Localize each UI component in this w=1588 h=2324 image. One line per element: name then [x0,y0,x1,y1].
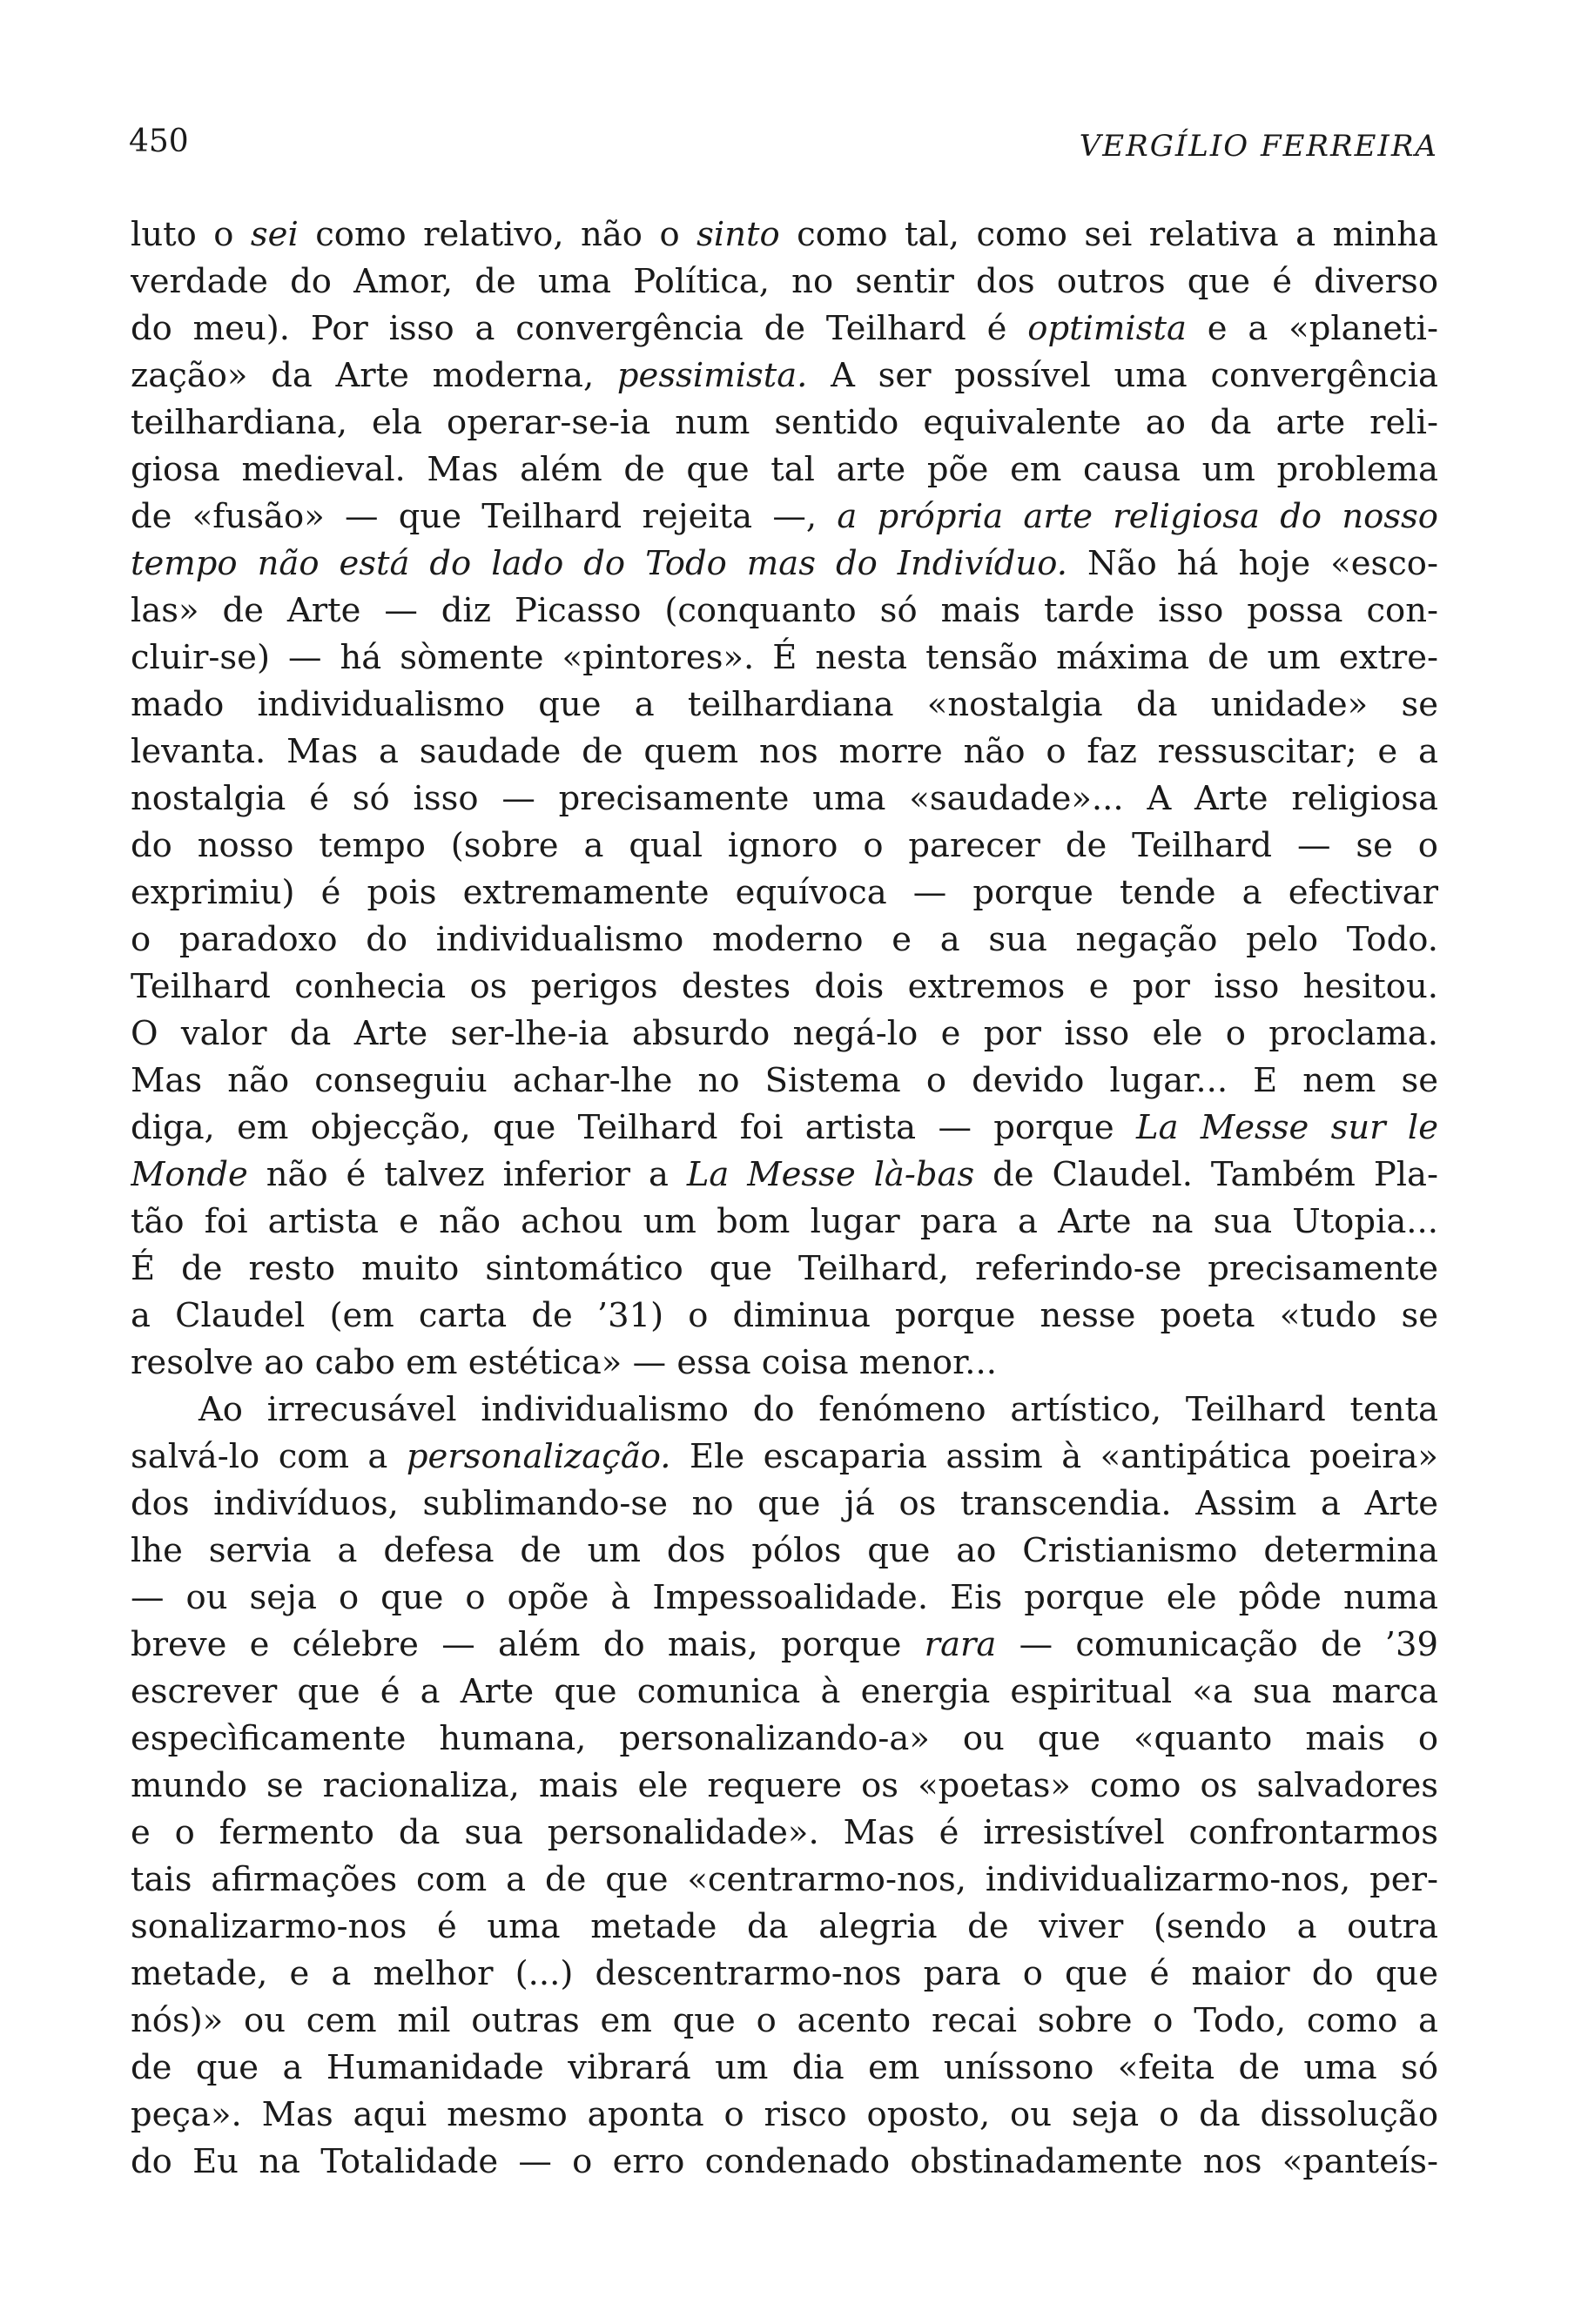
text-line: lhe servia a defesa de um dos pólos que ao Cristianismo determina [131,1531,1438,1570]
text-line: luto o sei como relativo, não o sinto como tal, como sei relativa a minha [131,215,1438,254]
italic-phrase: sei [250,215,299,254]
text-line: mundo se racionaliza, mais ele requere os «poetas» como os salvadores [131,1766,1438,1805]
italic-phrase: pessimista. [616,356,808,395]
text-line: resolve ao cabo em estética» — essa coisa menor... [131,1343,997,1382]
italic-phrase: La Messe sur le [1136,1108,1438,1147]
text-line: teilhardiana, ela operar-se-ia num sentido equivalente ao da arte reli- [131,403,1438,442]
running-title: VERGÍLIO FERREIRA [1079,129,1438,164]
text-line: nós)» ou cem mil outras em que o acento recai sobre o Todo, como a [131,2001,1438,2040]
text-line: tais afirmações com a de que «centrarmo-nos, individualizarmo-nos, per- [131,1860,1438,1899]
italic-phrase: rara [924,1625,997,1664]
italic-phrase: optimista [1027,309,1187,348]
text-line: do meu). Por isso a convergência de Teilhard é optimista e a «planeti- [131,309,1438,348]
text-line: a Claudel (em carta de ’31) o diminua porque nesse poeta «tudo se [131,1296,1438,1335]
text-line: salvá-lo com a personalização. Ele escaparia assim à «antipática poeira» [131,1437,1438,1476]
text-line: zação» da Arte moderna, pessimista. A ser possível uma convergência [131,356,1438,395]
italic-phrase: La Messe là-bas [686,1155,975,1194]
italic-phrase: Monde [131,1155,248,1194]
text-line: dos indivíduos, sublimando-se no que já os transcendia. Assim a Arte [131,1484,1438,1523]
italic-phrase: tempo não está do lado do Todo mas do Indivíduo. [131,544,1067,583]
text-line: o paradoxo do individualismo moderno e a sua negação pelo Todo. [131,920,1438,959]
text-line: giosa medieval. Mas além de que tal arte põe em causa um problema [131,450,1438,489]
text-line: do nosso tempo (sobre a qual ignoro o parecer de Teilhard — se o [131,826,1438,865]
text-line: las» de Arte — diz Picasso (conquanto só mais tarde isso possa con- [131,591,1438,630]
text-line: É de resto muito sintomático que Teilhard, referindo-se precisamente [131,1249,1438,1288]
italic-phrase: a própria arte religiosa do nosso [837,497,1438,536]
text-line: Mas não conseguiu achar-lhe no Sistema o devido lugar... E nem se [131,1061,1438,1100]
text-line: e o fermento da sua personalidade». Mas é irresistível confrontarmos [131,1813,1438,1852]
text-line: de «fusão» — que Teilhard rejeita —, a própria arte religiosa do nosso [131,497,1438,536]
text-line: especìficamente humana, personalizando-a» ou que «quanto mais o [131,1719,1438,1758]
text-line: cluir-se) — há sòmente «pintores». É nesta tensão máxima de um extre- [131,638,1438,677]
text-body [131,212,1438,2186]
text-line: do Eu na Totalidade — o erro condenado obstinadamente nos «panteís- [131,2142,1438,2181]
text-line: — ou seja o que o opõe à Impessoalidade. Eis porque ele pôde numa [131,1578,1438,1617]
text-line: O valor da Arte ser-lhe-ia absurdo negá-lo e por isso ele o proclama. [131,1014,1438,1053]
text-line: sonalizarmo-nos é uma metade da alegria de viver (sendo a outra [131,1907,1438,1946]
text-line: metade, e a melhor (...) descentrarmo-nos para o que é maior do que [131,1954,1438,1993]
text-line: breve e célebre — além do mais, porque rara — comunicação de ’39 [131,1625,1438,1664]
text-line: diga, em objecção, que Teilhard foi artista — porque La Messe sur le [131,1108,1438,1147]
text-line: mado individualismo que a teilhardiana «nostalgia da unidade» se [131,685,1438,724]
text-line: Ao irrecusável individualismo do fenómeno artístico, Teilhard tenta [198,1390,1438,1429]
text-line: escrever que é a Arte que comunica à energia espiritual «a sua marca [131,1672,1438,1711]
text-line: nostalgia é só isso — precisamente uma «saudade»... A Arte religiosa [131,779,1438,818]
page-number: 450 [129,124,189,159]
paragraph [131,212,1438,1387]
text-line: tão foi artista e não achou um bom lugar para a Arte na sua Utopia... [131,1202,1438,1241]
text-line: Teilhard conhecia os perigos destes dois extremos e por isso hesitou. [131,967,1438,1006]
text-line: verdade do Amor, de uma Política, no sentir dos outros que é diverso [131,262,1438,301]
italic-phrase: personalização. [406,1437,671,1476]
text-line: tempo não está do lado do Todo mas do Indivíduo. Não há hoje «esco- [131,544,1438,583]
paragraph [131,1387,1438,2186]
text-line: de que a Humanidade vibrará um dia em uníssono «feita de uma só [131,2048,1438,2087]
text-line: exprimiu) é pois extremamente equívoca — porque tende a efectivar [131,873,1438,912]
text-line: Monde não é talvez inferior a La Messe là-bas de Claudel. Também Pla- [131,1155,1438,1194]
italic-phrase: sinto [696,215,780,254]
text-line: peça». Mas aqui mesmo aponta o risco oposto, ou seja o da dissolução [131,2095,1438,2134]
text-line: levanta. Mas a saudade de quem nos morre não o faz ressuscitar; e a [131,732,1438,771]
